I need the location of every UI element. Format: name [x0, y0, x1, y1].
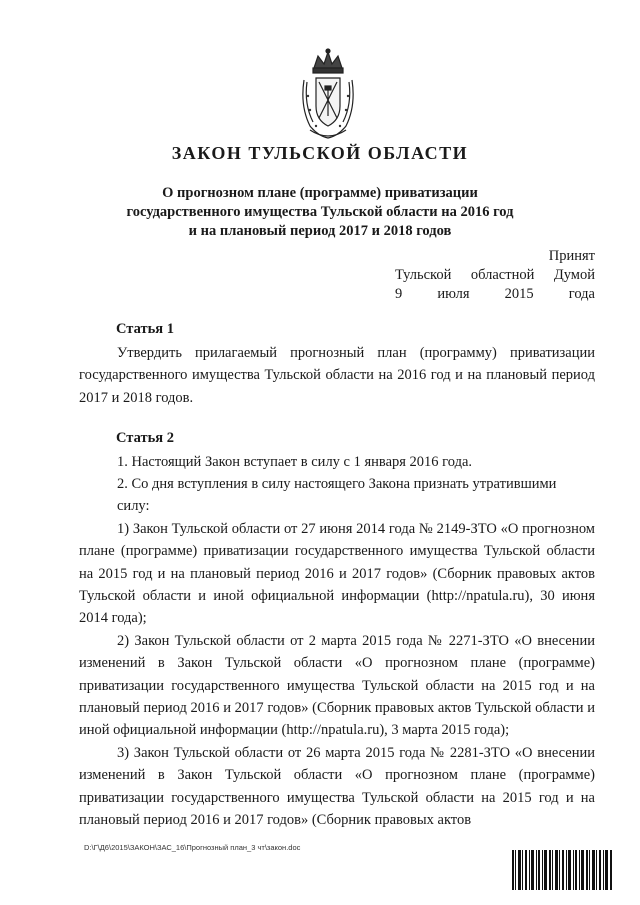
- adoption-date: [395, 285, 595, 304]
- law-title: ЗАКОН ТУЛЬСКОЙ ОБЛАСТИ: [171, 143, 469, 163]
- article-2-paragraph-2: 2. Со дня вступления в силу настоящего Закона признать утратившими: [117, 476, 557, 492]
- adopted-by: [395, 266, 595, 285]
- adoption-block: [395, 247, 595, 304]
- adoption-date-part: года: [568, 286, 595, 302]
- tula-coat-of-arms-emblem: [296, 46, 360, 142]
- article-2-item-3: 3) Закон Тульской области от 26 марта 2015 года № 2281-ЗТО «О внесении изменений в Закон Тульской области «О прогнозном плане (программе) приватизации государственного имущества Тульской области на 2015 год и на плановый период 2016 и 2017 годов» (Сборник правовых актов: [79, 745, 595, 828]
- article-2-item-1: 1) Закон Тульской области от 27 июня 2014 года № 2149-ЗТО «О прогнозном плане (программе) приватизации государственного имущества Тульской области на 2015 год и на плановый период 2016 и 2017 годов» (Сборник правовых актов Тульской области и иной официальной информации (http://npatula.ru), 30 июня 2014 года);: [79, 521, 595, 627]
- adoption-date-part: июля: [437, 286, 470, 302]
- subtitle-line: государственного имущества Тульской области на 2016 год: [126, 204, 514, 220]
- adopted-by-word: Тульской: [395, 267, 452, 283]
- article-2-item-2: 2) Закон Тульской области от 2 марта 2015 года № 2271-ЗТО «О внесении изменений в Закон Тульской области «О прогнозном плане (программе) приватизации государственного имущества Тульской области на 2015 год и на плановый период 2016 и 2017 годов» (Сборник правовых актов Тульской области и иной официальной информации (http://npatula.ru), 3 марта 2015 года);: [79, 633, 595, 739]
- adopted-word: Принят: [548, 248, 595, 264]
- subtitle-line: и на плановый период 2017 и 2018 годов: [188, 223, 452, 239]
- adopted-by-word: областной: [470, 267, 535, 283]
- article-2-paragraph-2-continuation: силу:: [117, 498, 150, 514]
- adoption-date-part: 9: [395, 286, 403, 302]
- adoption-date-part: 2015: [504, 286, 534, 302]
- law-subtitle: [100, 184, 540, 241]
- article-2-heading: Статья 2: [116, 430, 174, 446]
- article-1-text: Утвердить прилагаемый прогнозный план (программу) приватизации государственного имущества Тульской области на 2016 год и на плановый период 2017 и 2018 годов.: [79, 345, 595, 406]
- file-path-footer: D:\Г\Д6\2015\ЗАКОН\ЗАС_16\Прогнозный план_3 чт\закон.doc: [84, 843, 301, 852]
- adopted-by-word: Думой: [553, 267, 595, 283]
- subtitle-line: О прогнозном плане (программе) приватизации: [162, 185, 478, 201]
- article-1-heading: Статья 1: [116, 321, 174, 337]
- article-2-paragraph-1: 1. Настоящий Закон вступает в силу с 1 января 2016 года.: [117, 454, 473, 470]
- barcode-icon: [512, 850, 612, 894]
